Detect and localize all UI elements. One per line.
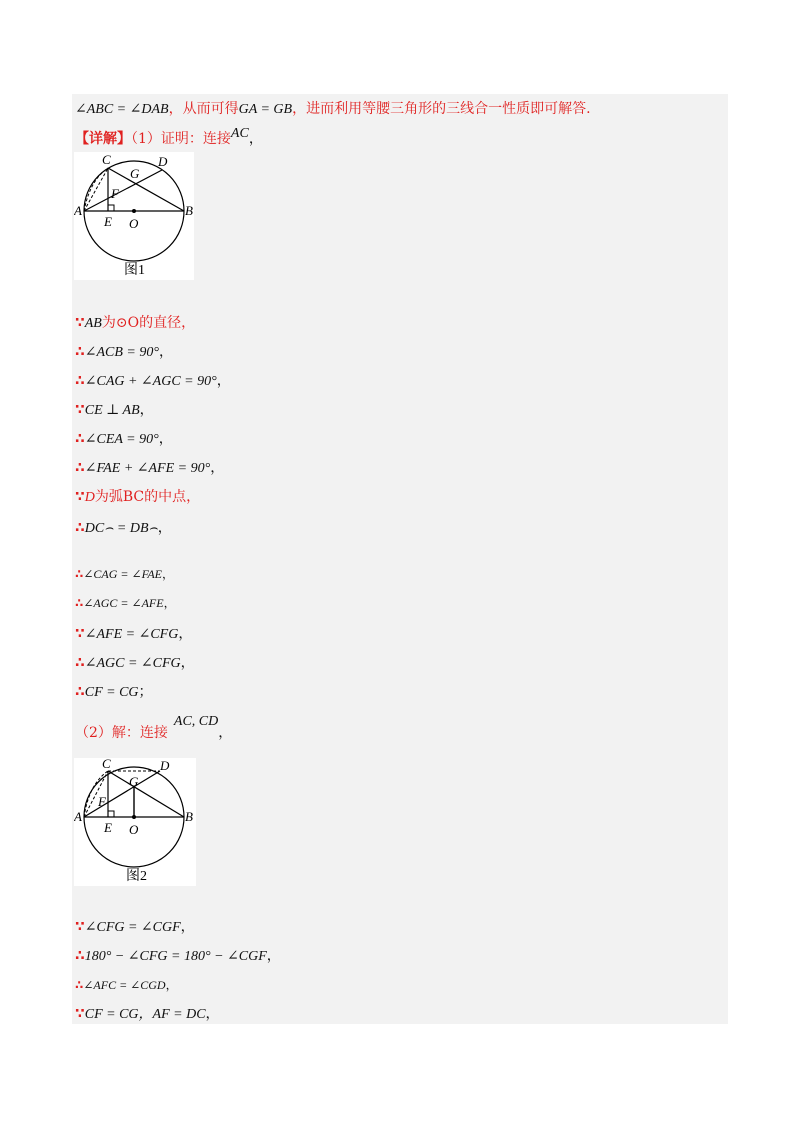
label-o: O bbox=[129, 822, 139, 837]
proof-math: ∠CAG + ∠AGC = 90° bbox=[84, 374, 217, 389]
part2-title-text: （2）解：连接 bbox=[75, 725, 168, 741]
proof2-math: ∠CFG = ∠CGF bbox=[84, 920, 181, 935]
proof2-math: 180° − ∠CFG = 180° − ∠CGF bbox=[84, 949, 267, 964]
proof-line-2 bbox=[75, 341, 173, 361]
proof-math: D bbox=[84, 490, 95, 505]
proof-text: ， bbox=[163, 596, 176, 610]
because-symbol: ∵ bbox=[75, 402, 85, 418]
proof-line-7 bbox=[75, 486, 200, 506]
proof-math: ∠AGC = ∠CFG bbox=[84, 656, 181, 671]
proof2-text: ， bbox=[165, 978, 178, 992]
intro-text-2: ，进而利用等腰三角形的三线合一性质即可解答. bbox=[292, 101, 591, 117]
label-f: F bbox=[111, 186, 119, 201]
label-b: B bbox=[185, 203, 193, 218]
figure-2-diagram bbox=[74, 758, 196, 886]
proof-line-3 bbox=[75, 370, 231, 390]
proof-math: ∠FAE + ∠AFE = 90° bbox=[84, 461, 211, 476]
figure-2 bbox=[74, 758, 196, 886]
proof-text: ， bbox=[210, 460, 225, 476]
proof2-text: ， bbox=[205, 1006, 220, 1022]
therefore-symbol: ∴ bbox=[75, 948, 85, 964]
part2-title bbox=[75, 714, 233, 742]
proof-line-6 bbox=[75, 457, 224, 477]
segment-ad bbox=[84, 771, 160, 817]
part2-title-math: AC, CD bbox=[173, 714, 219, 729]
proof-text: ， bbox=[157, 520, 172, 536]
therefore-symbol: ∴ bbox=[75, 567, 84, 581]
figure-1-diagram bbox=[74, 152, 194, 280]
proof2-math: CF = CG，AF = DC bbox=[84, 1007, 206, 1022]
proof2-line-3 bbox=[75, 976, 178, 993]
proof-math: ∠AGC = ∠AFE bbox=[83, 596, 164, 610]
proof-math: ∠CAG = ∠FAE bbox=[83, 567, 163, 581]
intro-math: ∠ABC = ∠DAB bbox=[75, 102, 169, 117]
proof-text: ， bbox=[180, 655, 195, 671]
proof-line-13 bbox=[75, 681, 153, 701]
proof-text: ， bbox=[178, 626, 193, 642]
label-d: D bbox=[160, 758, 170, 773]
proof-math: ∠ACB = 90° bbox=[84, 345, 159, 360]
proof-math: CF = CG bbox=[84, 685, 139, 700]
proof2-text: ， bbox=[266, 948, 281, 964]
label-a: A bbox=[74, 809, 82, 824]
center-point bbox=[132, 209, 136, 213]
proof-math: AB bbox=[84, 316, 102, 331]
intro-text: ，从而可得 bbox=[168, 101, 239, 117]
proof2-line-1 bbox=[75, 916, 195, 936]
therefore-symbol: ∴ bbox=[75, 460, 85, 476]
therefore-symbol: ∴ bbox=[75, 596, 84, 610]
proof-math: CE ⊥ AB bbox=[84, 403, 140, 418]
therefore-symbol: ∴ bbox=[75, 978, 84, 992]
therefore-symbol: ∴ bbox=[75, 431, 85, 447]
detail-math: AC bbox=[230, 126, 249, 141]
right-angle-mark bbox=[108, 811, 114, 817]
label-g: G bbox=[130, 166, 140, 181]
proof-text: 为⊙O的直径， bbox=[101, 315, 196, 331]
label-b: B bbox=[185, 809, 193, 824]
segment-cb bbox=[108, 771, 184, 817]
proof2-line-4 bbox=[75, 1003, 220, 1023]
because-symbol: ∵ bbox=[75, 1006, 85, 1022]
proof-line-12 bbox=[75, 652, 195, 672]
label-o: O bbox=[129, 216, 139, 231]
part2-title-comma: ， bbox=[218, 725, 233, 741]
proof-line-8 bbox=[75, 517, 172, 537]
figure-1 bbox=[74, 152, 194, 280]
proof2-line-2 bbox=[75, 945, 281, 965]
segment-cb bbox=[108, 168, 184, 211]
proof-line-4 bbox=[75, 399, 154, 419]
proof-line-10 bbox=[75, 594, 176, 611]
proof-line-1 bbox=[75, 312, 195, 332]
because-symbol: ∵ bbox=[75, 489, 85, 505]
label-f: F bbox=[98, 794, 106, 809]
label-g: G bbox=[129, 774, 139, 789]
therefore-symbol: ∴ bbox=[75, 344, 85, 360]
proof2-text: ， bbox=[180, 919, 195, 935]
detail-comma: ， bbox=[248, 131, 263, 147]
because-symbol: ∵ bbox=[75, 315, 85, 331]
label-e: E bbox=[104, 820, 112, 835]
proof-text: ， bbox=[216, 373, 231, 389]
proof-line-5 bbox=[75, 428, 173, 448]
proof-text: ， bbox=[162, 567, 175, 581]
proof-text: ； bbox=[138, 684, 153, 700]
label-c: C bbox=[102, 758, 111, 771]
because-symbol: ∵ bbox=[75, 919, 85, 935]
therefore-symbol: ∴ bbox=[75, 373, 85, 389]
because-symbol: ∵ bbox=[75, 626, 85, 642]
label-e: E bbox=[104, 214, 112, 229]
intro-line bbox=[75, 98, 591, 118]
therefore-symbol: ∴ bbox=[75, 655, 85, 671]
proof-text: ， bbox=[158, 431, 173, 447]
detail-line bbox=[75, 128, 263, 148]
proof-text: ， bbox=[158, 344, 173, 360]
therefore-symbol: ∴ bbox=[75, 520, 85, 536]
detail-text: （1）证明：连接 bbox=[131, 131, 231, 147]
figure-1-caption: 图1 bbox=[124, 263, 145, 278]
proof-math: DC⌢ = DB⌢ bbox=[84, 521, 158, 536]
figure-2-caption: 图2 bbox=[126, 869, 147, 884]
center-point bbox=[132, 815, 136, 819]
label-a: A bbox=[74, 203, 82, 218]
intro-math-2: GA = GB bbox=[238, 102, 293, 117]
proof-line-9 bbox=[75, 565, 174, 582]
proof-math: ∠AFE = ∠CFG bbox=[84, 627, 179, 642]
detail-tag: 【详解】 bbox=[75, 131, 131, 147]
proof-text: 为弧BC的中点， bbox=[94, 489, 201, 505]
therefore-symbol: ∴ bbox=[75, 684, 85, 700]
proof-line-11 bbox=[75, 623, 192, 643]
right-angle-mark bbox=[108, 205, 114, 211]
label-d: D bbox=[158, 154, 168, 169]
proof2-math: ∠AFC = ∠CGD bbox=[83, 978, 166, 992]
proof-math: ∠CEA = 90° bbox=[84, 432, 159, 447]
proof-text: ， bbox=[139, 402, 154, 418]
label-c: C bbox=[102, 152, 111, 167]
